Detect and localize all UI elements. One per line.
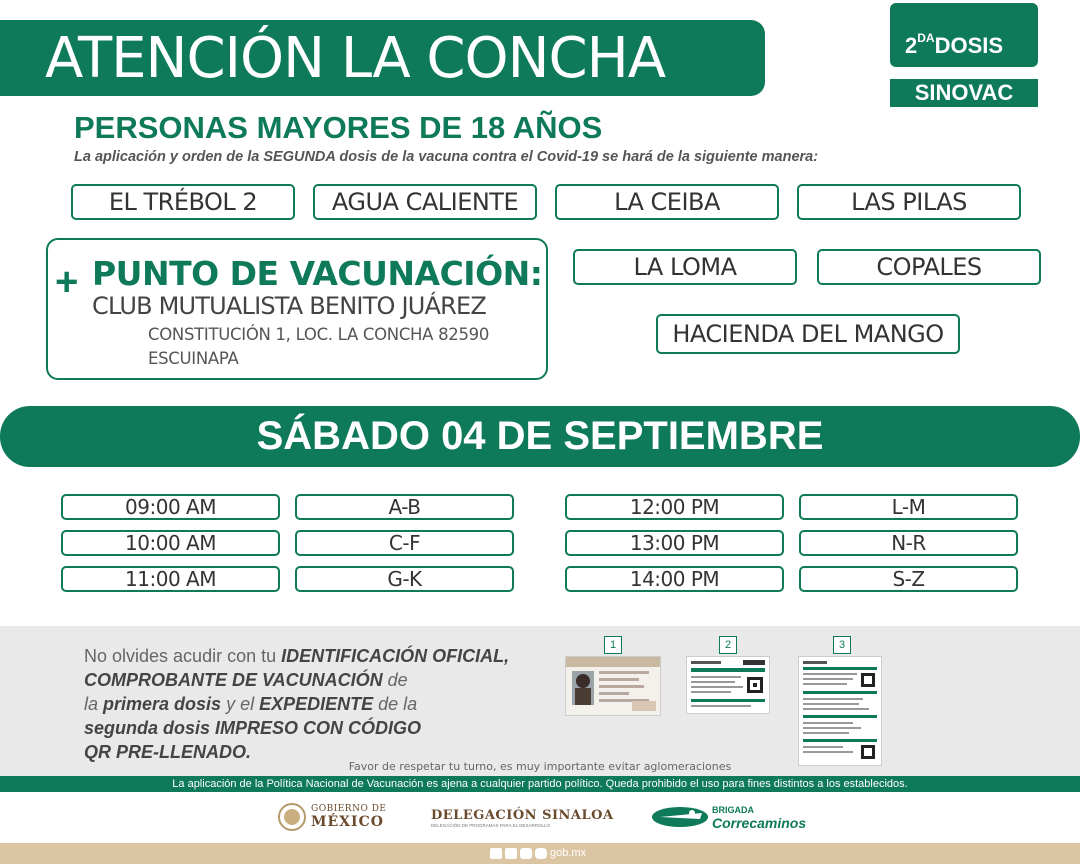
reminder-part: la [84,694,104,714]
schedule-letters: A-B [295,494,514,520]
locality-agua-caliente: AGUA CALIENTE [313,184,537,220]
reminder-emphasis: EXPEDIENTE [259,694,374,714]
reminder-part: No olvides acudir con tu [84,646,282,666]
record-icon [799,657,881,765]
dose-word: DOSIS [934,33,1004,58]
locality-hacienda-del-mango: HACIENDA DEL MANGO [656,314,960,354]
gob-line1: GOBIERNO DE [311,804,387,814]
plus-icon: + [55,260,79,304]
schedule-time: 13:00 PM [565,530,784,556]
schedule-letters: N-R [799,530,1018,556]
reminder-emphasis: IDENTIFICACIÓN OFICIAL, [281,646,510,666]
reminder-emphasis: QR PRE-LLENADO. [84,742,252,762]
vaccine-badge: SINOVAC [890,79,1038,107]
gob-mx-link[interactable]: gob.mx [550,847,587,859]
mexico-seal-icon [277,802,307,837]
del-line2: DELEGACIÓN DE PROGRAMAS PARA EL DESARROLLO [431,823,551,828]
brig-line1: BRIGADA [712,805,754,815]
document-number: 3 [833,636,851,654]
locality-la-loma: LA LOMA [573,249,797,285]
brigada-bird-icon [650,800,710,839]
title-banner [0,20,765,96]
schedule-letters: S-Z [799,566,1018,592]
locality-la-ceiba: LA CEIBA [555,184,779,220]
schedule-time: 09:00 AM [61,494,280,520]
schedule-time: 12:00 PM [565,494,784,520]
vaccination-record-image [798,656,882,766]
dose-number: 2 [905,33,918,58]
vaccination-date: SÁBADO 04 DE SEPTIEMBRE [256,414,824,458]
twitter-icon[interactable] [505,848,517,859]
schedule-time: 10:00 AM [61,530,280,556]
reminder-emphasis: segunda dosis IMPRESO CON CÓDIGO [84,718,422,738]
date-banner [0,406,1080,467]
del-line1: DELEGACIÓN SINALOA [431,808,614,823]
reminder-emphasis: COMPROBANTE DE VACUNACIÓN [84,670,383,690]
schedule-time: 14:00 PM [565,566,784,592]
locality-las-pilas: LAS PILAS [797,184,1021,220]
reminder-emphasis: primera dosis [103,694,222,714]
schedule-letters: C-F [295,530,514,556]
reminder-part: de [382,670,408,690]
address-line-1: CONSTITUCIÓN 1, LOC. LA CONCHA 82590 [148,325,490,344]
brig-line2: Correcaminos [712,815,807,831]
gob-line2: MÉXICO [311,814,384,830]
address-line-2: ESCUINAPA [148,349,239,368]
id-card-image [565,656,661,716]
dose-badge [890,3,1038,67]
respect-turn-note: Favor de respetar tu turno, es muy importante evitar aglomeraciones [348,760,732,773]
vaccination-certificate-image [686,656,770,714]
page-title: ATENCIÓN LA CONCHA [45,26,666,91]
footer-band [0,843,1080,864]
dose-superscript: DA [917,31,935,45]
document-number: 2 [719,636,737,654]
vaccination-venue: CLUB MUTUALISTA BENITO JUÁREZ [92,292,487,320]
description-text: La aplicación y orden de la SEGUNDA dosis de la vacuna contra el Covid-19 se hará de la siguiente manera: [74,149,819,165]
delegacion-logo [431,808,614,828]
document-number: 1 [604,636,622,654]
locality-el-trebol-2: EL TRÉBOL 2 [71,184,295,220]
reminder-part: y el [221,694,260,714]
certificate-icon [687,657,769,713]
locality-copales: COPALES [817,249,1041,285]
reminder-text [84,644,564,764]
youtube-icon[interactable] [535,848,547,859]
brigada-logo [712,805,806,831]
audience-heading: PERSONAS MAYORES DE 18 AÑOS [74,110,603,145]
political-disclaimer: La aplicación de la Política Nacional de Vacunación es ajena a cualquier partido político. Queda prohibido el uso para fines distintos a los establecidos. [0,776,1080,792]
reminder-part: de la [373,694,418,714]
schedule-letters: L-M [799,494,1018,520]
schedule-letters: G-K [295,566,514,592]
instagram-icon[interactable] [520,848,532,859]
vaccination-point-title: PUNTO DE VACUNACIÓN: [92,254,543,293]
vaccination-address [148,323,489,371]
facebook-icon[interactable] [490,848,502,859]
id-card-icon [566,657,660,715]
gobierno-mexico-logo [311,804,386,830]
schedule-time: 11:00 AM [61,566,280,592]
